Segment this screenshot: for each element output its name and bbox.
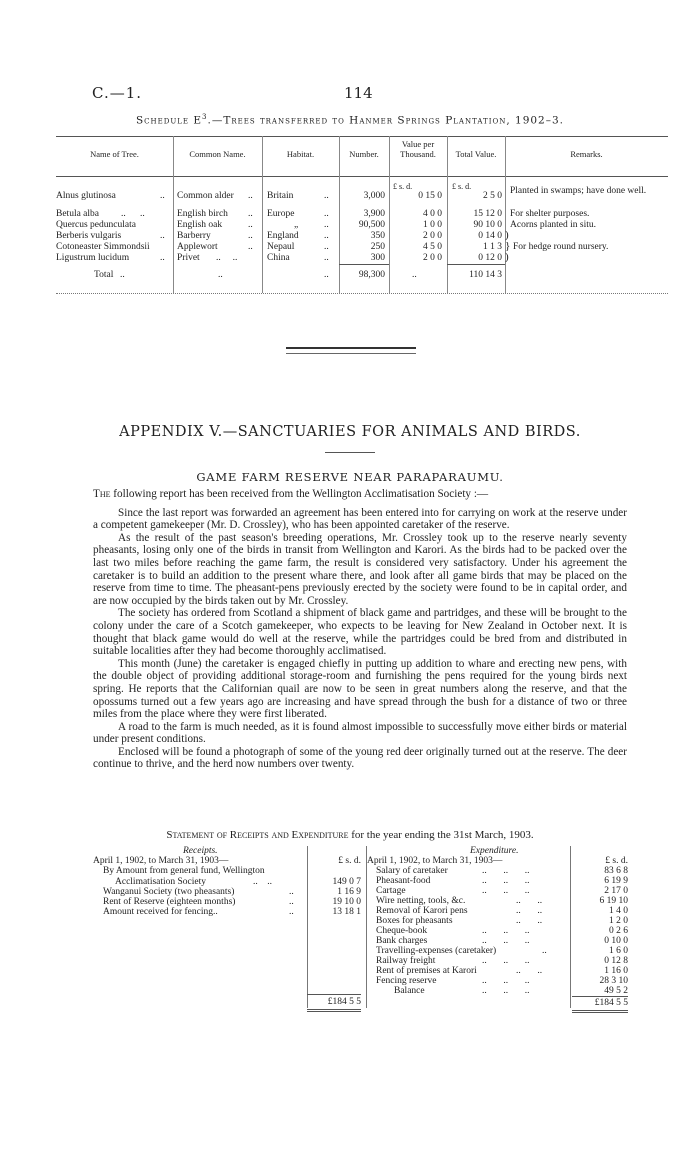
table-row-habitat: Britain (267, 191, 294, 201)
expense-amount: 0 2 6 (609, 926, 628, 936)
table-row-total: 0 12 0 (478, 253, 502, 263)
expense-amount: 2 17 0 (604, 886, 628, 896)
leader-dots: .. .. (253, 877, 272, 887)
expense-amount: 1 2 0 (609, 916, 628, 926)
leader-dots: .. .. .. (482, 986, 530, 996)
receipts-money-head: £ s. d. (338, 856, 361, 866)
col-divider (262, 136, 263, 293)
statement-title (0, 829, 700, 841)
expense-line: Pheasant-food (376, 876, 431, 886)
expense-line: Removal of Karori pens (376, 906, 468, 916)
table-row-total: 15 12 0 (473, 209, 502, 219)
expense-amount: 1 4 0 (609, 906, 628, 916)
expenditure-total-rule (572, 996, 628, 997)
schedule-title (0, 113, 700, 127)
leader-dots: .. .. .. (482, 926, 530, 936)
expenditure-total-underline (572, 1010, 628, 1013)
receipt-line: Wanganui Society (two pheasants) (103, 887, 235, 897)
report-paragraph: This month (June) the caretaker is engaged chiefly in putting up addition to whare and erecting new pens, with the double object of providing additional storage-room and furnishing the pens required for the young birds next spring. He reports that the Californian quail are now to be seen in great numbers along the reserve, and that the opossums turned out a few years ago are increasing and have spread through the bush for a distance of two or three miles from the place where they were first liberated. (93, 657, 627, 721)
report-body (93, 488, 627, 771)
table-top-rule (56, 136, 668, 137)
table-row-total: 0 14 0 (478, 231, 502, 241)
table-row-per-thousand: 2 0 0 (423, 231, 442, 241)
report-paragraph: As the result of the past season's breeding operations, Mr. Crossley took up to the reserve nearly seventy pheasants, losing only one of the birds in transit from Wellington and Karori. As the birds had to be packed over the last two miles before reaching the game farm, the result is considered very satisfactory. Under his agreement the caretaker is to build an addition to the present whare there, and look after all game birds that may be placed on the reserve from time to time. The pheasant-pens previously erected by the society were found to be in capital order, and are now occupied by the birds taken out by Mr. Crossley. (93, 531, 627, 607)
leader-dots: .. .. .. (482, 976, 530, 986)
expenditure-period: April 1, 1902, to March 31, 1903— (367, 856, 503, 866)
statement-title-a: Statement of Receipts and Expenditure (166, 829, 349, 841)
expense-line: Cheque-book (376, 926, 428, 936)
table-row-number: 3,000 (363, 191, 385, 201)
col-divider (173, 136, 174, 293)
page-number: 114 (344, 84, 373, 102)
expenditure-money-head: £ s. d. (605, 856, 628, 866)
table-row-remark: For hedge round nursery. (513, 242, 609, 252)
leader-dots: .. (324, 220, 329, 230)
table-row-habitat: Europe (267, 209, 295, 219)
leader-dots: .. (248, 191, 253, 201)
leader-dots: .. .. (516, 966, 543, 976)
expense-line: Cartage (376, 886, 406, 896)
report-paragraph: Enclosed will be found a photograph of some of the young red deer originally turned out at the reserve. The deer continue to thrive, and the herd now numbers over twenty. (93, 745, 627, 771)
leader-dots: .. (248, 242, 253, 252)
page-reference: C.—1. (92, 84, 143, 102)
expense-line: Balance (394, 986, 425, 996)
receipts-rule (307, 846, 308, 1008)
leader-dots: .. (289, 907, 294, 917)
header-value-per-thousand: Value per Thousand. (400, 139, 436, 159)
table-row-number: 350 (370, 231, 385, 241)
leader-dots: .. (248, 209, 253, 219)
expense-line: Wire netting, tools, &c. (376, 896, 466, 906)
appendix-subtitle: GAME FARM RESERVE NEAR PARAPARAUMU. (196, 470, 504, 484)
leader-dots: .. (324, 231, 329, 241)
header-common-name: Common Name. (189, 149, 246, 159)
section-separator (286, 347, 416, 354)
leader-dots: .. (160, 253, 165, 263)
leader-dots: .. .. (516, 906, 543, 916)
money-head-total: £ s. d. (452, 182, 472, 191)
expense-amount: 49 5 2 (604, 986, 628, 996)
leader-dots: .. (324, 270, 329, 280)
leader-dots: .. .. .. (482, 956, 530, 966)
leader-dots: .. (248, 220, 253, 230)
leader-dots: .. (324, 253, 329, 263)
expense-line: Rent of premises at Karori (376, 966, 477, 976)
expense-amount: 28 3 10 (599, 976, 628, 986)
leader-dots: .. (542, 946, 547, 956)
table-row-common: Privet (177, 253, 200, 263)
total-value: 110 14 3 (469, 270, 502, 280)
leader-dots: .. .. (516, 916, 543, 926)
receipt-amount: 149 0 7 (332, 877, 361, 887)
expense-line: Fencing reserve (376, 976, 437, 986)
expense-amount: 6 19 9 (604, 876, 628, 886)
table-row-per-thousand: 1 0 0 (423, 220, 442, 230)
table-row-habitat: China (267, 253, 290, 263)
receipt-amount: 19 10 0 (332, 897, 361, 907)
table-row-remark: Acorns planted in situ. (510, 220, 597, 230)
expenditure-total: £184 5 5 (594, 998, 628, 1008)
leader-dots: .. .. .. (482, 936, 530, 946)
report-intro-rest: following report has been received from the Wellington Acclimatisation Society :— (110, 488, 489, 500)
leader-dots: .. .. .. (482, 866, 530, 876)
receipts-period: April 1, 1902, to March 31, 1903— (93, 856, 229, 866)
expense-line: Boxes for pheasants (376, 916, 453, 926)
table-row-total: 90 10 0 (473, 220, 502, 230)
table-row-common: Common alder (177, 191, 234, 201)
leader-dots: .. (324, 209, 329, 219)
table-row-remark: For shelter purposes. (510, 209, 590, 219)
header-habitat: Habitat. (286, 149, 315, 159)
receipt-amount: 13 18 1 (332, 907, 361, 917)
schedule-title-prefix: Schedule E (135, 114, 203, 127)
leader-dots: .. .. (516, 896, 543, 906)
table-row-number: 300 (370, 253, 385, 263)
header-total-value: Total Value. (455, 149, 497, 159)
money-head-per-thousand: £ s. d. (393, 182, 413, 191)
brace-mark: ) (505, 251, 509, 263)
receipts-total-rule (307, 994, 361, 995)
report-intro (93, 488, 627, 501)
table-row-per-thousand: 4 0 0 (423, 209, 442, 219)
receipt-line: Acclimatisation Society (115, 877, 207, 887)
leader-dots: .. .. (216, 253, 238, 263)
table-row-habitat: England (267, 231, 299, 241)
schedule-title-rest: .—Trees transferred to Hanmer Springs Plantation, 1902–3. (207, 114, 565, 127)
expense-amount: 83 6 8 (604, 866, 628, 876)
receipt-line: Rent of Reserve (eighteen months) (103, 897, 236, 907)
expense-amount: 0 12 8 (604, 956, 628, 966)
expense-line: Railway freight (376, 956, 436, 966)
table-row-common: Applewort (177, 242, 218, 252)
table-row-number: 90,500 (358, 220, 385, 230)
expense-line: Bank charges (376, 936, 428, 946)
brace-mark: } (505, 240, 511, 252)
table-row-per-thousand: 2 0 0 (423, 253, 442, 263)
header-number: Number. (349, 149, 379, 159)
receipts-total-underline (307, 1009, 361, 1012)
table-row-tree: Betula alba (56, 209, 99, 219)
expense-line: Salary of caretaker (376, 866, 448, 876)
report-paragraph: The society has ordered from Scotland a shipment of black game and partridges, and these will be brought to the colony under the care of a Scotch gamekeeper, who expects to be leaving for New Zealand in October next. It is thought that black game would do well at the reserve, while the partridges could be bred from and distributed in suitable localities after they had become thoroughly acclimatised. (93, 607, 627, 658)
leader-dots: .. (160, 191, 165, 201)
leader-dots: .. (324, 191, 329, 201)
header-remarks: Remarks. (570, 149, 603, 159)
trees-table (56, 136, 668, 296)
receipts-heading: Receipts. (183, 846, 218, 856)
total-label: Total (94, 270, 114, 280)
leader-dots: .. (248, 231, 253, 241)
leader-dots: .. (324, 242, 329, 252)
expense-line: Travelling-expenses (caretaker) (376, 946, 497, 956)
table-header-rule (56, 176, 668, 177)
table-row-per-thousand: 4 5 0 (423, 242, 442, 252)
receipt-amount: 1 16 9 (337, 887, 361, 897)
header-name-of-tree: Name of Tree. (90, 149, 139, 159)
expense-amount: 6 19 10 (599, 896, 628, 906)
receipt-line: Amount received for fencing.. (103, 907, 218, 917)
table-row-total: 1 1 3 (483, 242, 502, 252)
report-paragraph: Since the last report was forwarded an agreement has been entered into for carrying on work at the reserve under a competent gamekeeper (Mr. D. Crossley), who has been appointed caretaker of the reserve. (93, 506, 627, 532)
report-paragraph: A road to the farm is much needed, as it is found almost impossible to successfully move either birds or material under present conditions. (93, 720, 627, 746)
appendix-rule (325, 452, 375, 453)
table-bottom-rule (56, 293, 668, 294)
leader-dots: .. (289, 887, 294, 897)
leader-dots: .. .. (121, 209, 145, 219)
col-divider (505, 136, 506, 293)
receipts-column (93, 846, 363, 1026)
total-rule (339, 264, 389, 265)
leader-dots: .. (218, 270, 223, 280)
table-row-common: Barberry (177, 231, 211, 241)
table-row-remark: Planted in swamps; have done well. (510, 186, 647, 196)
expense-amount: 1 16 0 (604, 966, 628, 976)
table-row-habitat: Nepaul (267, 242, 295, 252)
table-row-total: 2 5 0 (483, 191, 502, 201)
table-row-per-thousand: 0 15 0 (418, 191, 442, 201)
leader-dots: .. (160, 231, 165, 241)
total-rule (447, 264, 505, 265)
brace-mark: ) (505, 229, 509, 241)
table-row-tree: Berberis vulgaris (56, 231, 122, 241)
table-row-tree: Ligustrum lucidum (56, 253, 130, 263)
table-row-common: English birch (177, 209, 228, 219)
leader-dots: .. (120, 270, 125, 280)
table-row-habitat: „ (294, 220, 299, 230)
appendix-title: APPENDIX V.—SANCTUARIES FOR ANIMALS AND BIRDS. (119, 424, 581, 440)
leader-dots: .. (289, 897, 294, 907)
schedule-title-sup: 3 (202, 113, 208, 121)
total-number: 98,300 (358, 270, 385, 280)
table-row-common: English oak (177, 220, 223, 230)
statement-title-b: for the year ending the 31st March, 1903. (348, 829, 534, 841)
receipts-total: £184 5 5 (327, 997, 361, 1007)
table-row-tree: Quercus pedunculata (56, 220, 136, 230)
leader-dots: .. .. .. (482, 876, 530, 886)
table-row-tree: Alnus glutinosa (56, 191, 116, 201)
expenditure-heading: Expenditure. (470, 846, 519, 856)
table-row-tree: Cotoneaster Simmondsii (56, 242, 150, 252)
table-row-number: 250 (370, 242, 385, 252)
table-row-number: 3,900 (363, 209, 385, 219)
report-intro-first: The (93, 488, 111, 500)
receipt-line: By Amount from general fund, Wellington (103, 866, 265, 876)
expenditure-column (366, 846, 631, 1026)
expense-amount: 1 6 0 (609, 946, 628, 956)
expense-amount: 0 10 0 (604, 936, 628, 946)
column-divider (366, 846, 367, 1008)
leader-dots: .. (412, 270, 417, 280)
leader-dots: .. .. .. (482, 886, 530, 896)
